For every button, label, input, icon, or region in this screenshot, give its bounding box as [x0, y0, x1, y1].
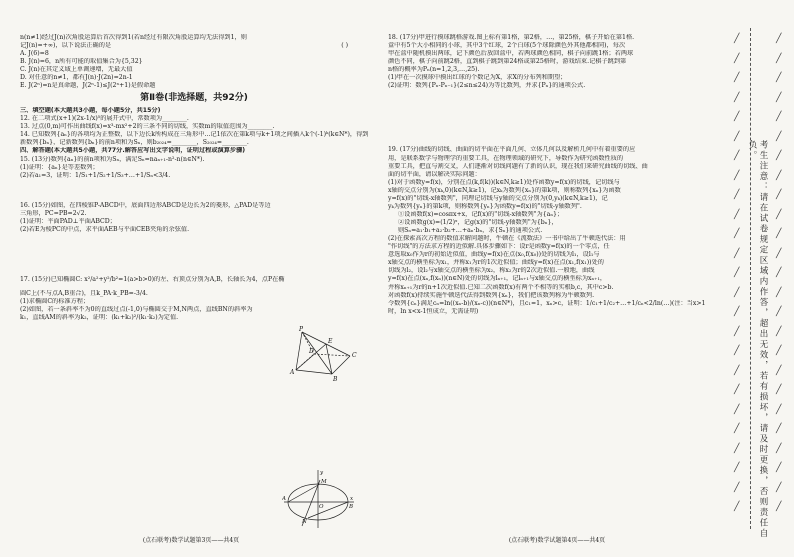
binding-margin [732, 0, 794, 557]
ellipse-figure [282, 468, 356, 530]
line-bn [308, 502, 348, 518]
q19-part-2-3: 意选取x₀作为r的初始近似值，曲线y=f(x)在点(x₀,f(x₀))处的切线为l₁，设l₁与 [388, 251, 600, 259]
q11-line-2 [20, 42, 368, 50]
pyramid-label-p: P [299, 326, 304, 333]
q19-part-2-7: 并称xₙ₊₁为r的n+1次近似值.已知二次函数f(x)有两个不相等的实根b,c，其中c>b. [388, 283, 614, 291]
q14-line-1: 14. 已知数列{aₙ}的各项均为正整数，以下边长k所构成在三角形中...记1依次在第k项与k+1项之间插入k个(-1)ᵏ(k∈N*)，得到 [20, 131, 368, 139]
pyramid-label-c: C [352, 352, 357, 359]
pyramid-label-b: B [333, 376, 338, 383]
section-3-header: 三、填空题(本大题共3小题，每小题5分，共15分) [20, 107, 161, 115]
q19-part-1-3: y=f(x)的"切线-x轴数列"，同理记切线与y轴的交点分别为(0,yₖ)(k∈N,k≥1)，记 [388, 194, 608, 202]
ellipse-label-b: B [349, 504, 354, 510]
ellipse-label-a: A [282, 496, 286, 502]
q11-option-a: A. J(6)=8 [20, 50, 49, 58]
q19-part-1-6: ②设函数g(x)=(1/2)ˣ，记g(x)的"切线-y轴数列"为{bₙ}， [398, 219, 558, 226]
part-2-title: 第Ⅱ卷(非选择题，共92分) [140, 93, 248, 104]
section-4-header: 四、解答题(本大题共5小题，共77分.解答应写出文字说明，证明过程或演算步骤) [20, 147, 246, 155]
pyramid-label-a: A [290, 369, 295, 376]
pyramid-edge-bc [332, 356, 350, 374]
q18-stem-1: 18. (17分)甲进行摸球跳格游戏.图上标有第1格，第2格，…，第25格，棋子开始在第1格. [388, 34, 635, 41]
q19-part-2-6: y=f(x)在点(xₙ,f(xₙ))(n∈N)处的切线为lₙ₊₁，记lₙ₊₁与x轴交点的横坐标为xₙ₊₁， [388, 275, 607, 283]
page-4-footer: (点石联考)数学试题第4页——共4页 [508, 537, 606, 545]
q18-stem-4: 颜色不同，棋子向前跳2格，直到棋子跳到第24格或第25格时，游戏结束.记棋子跳到第 [388, 58, 627, 66]
dashed-cut-line [750, 28, 751, 529]
q13: 13. 过点(0,m)可作出曲线f(x)=x³-mx²+2的三条不同的切线，实数m的取值范围为________. [20, 123, 275, 131]
q11-answer-paren: ( ) [341, 42, 348, 50]
pyramid-edge-dc [314, 354, 350, 356]
q18-stem-3: 甲在盒中随机摸出两球，记下颜色后放回盒中，若两球颜色相同，棋子向前跳1格；若两球 [388, 50, 634, 58]
ellipse-label-n: N [302, 519, 307, 525]
q19-part-2-2: "作切线"的方法求方程的近似解.具体步骤如下：设r是函数y=f(x)的一个零点，任 [388, 243, 610, 251]
q16-stem-1: 16. (15分)如图，在四棱锥P-ABCD中，底面四边形ABCD是边长为2的菱形，△PAD是等边 [20, 201, 271, 209]
q19-stem-3: 重要工具，把直与割交叉，人们逐渐对切线问题有了新的认识，现在我们来研究曲线的切线、曲 [388, 162, 648, 170]
q19-part-2-10: 时，ln x<x-1恒成立，无需证明) [388, 307, 479, 315]
q17-part-2a: (2)如图，若一条斜率不为0的直线过点(-1,0)与椭圆交于M,N两点，直线BN的斜率为 [20, 306, 253, 314]
pyramid-label-d: D [309, 348, 314, 355]
q12: 12. 在二项式(x+1)(2x-1/x)⁵的展开式中，常数项为________. [20, 115, 189, 123]
ellipse-label-o: O [319, 504, 324, 510]
q19-part-1-7: 则Sₙ=a₁·b₁+a₂·b₂+…+aₙ·bₙ，求{Sₙ}的通项公式. [398, 227, 543, 235]
q19-part-1-2: x轴的交点分别为(xₖ,0)(k∈N,k≥1)，记xₖ为数列{xₙ}的第k项，则称数列{xₙ}为函数 [388, 186, 621, 194]
q19-part-2-1: (2)在探索高次方程的数值求解问题时，牛顿在《流数法》一书中给出了牛顿迭代法：用 [388, 235, 626, 243]
q11-option-b: B. J(n)=6，n所有可能的取值集合为{5,32} [20, 58, 143, 66]
q19-part-1-5: ①设函数f(x)=cosπx+x，记f(x)的"切线-x轴数列"为{aₙ}； [398, 210, 564, 218]
q19-stem-2: 用，是联系数学与物理学的重要工具，在物理领域的研究下，导数作为研究函数性质的 [388, 154, 624, 162]
pyramid-edge-ab [296, 370, 332, 374]
q11-option-c: C. J(n)在其定义域上单调递增，无最大值 [20, 66, 133, 74]
ellipse-label-y: y [320, 470, 324, 476]
q11-option-e: E. J(2ⁿ)=n是真命题，J(2ⁿ-1)≤J(2ⁿ+1)是假命题 [20, 82, 156, 90]
hatch-column-right: ╱ ╱ ╱ ╱ ╱ ╱ ╱ ╱ ╱ ╱ ╱ ╱ ╱ ╱ ╱ ╱ ╱ ╱ ╱ ╱ ╱ ╱ ╱ ╱ ╱ [776, 34, 782, 512]
q16-part-2: (2)若E为棱PC的中点，求平面AEB与平面CEB夹角的余弦值. [20, 225, 190, 233]
q19-stem-1: 19. (17分)曲线的切线、曲面的切平面在平面几何、立体几何以及解析几何中有着重要的应 [388, 146, 636, 154]
q11-line-1: n(n≠1)经过J(n)次角股运算后首次得到1(若n经过有限次角股运算均无法得到1，则 [20, 34, 247, 41]
q17-part-1: (1)求椭圆C的标准方程； [20, 298, 90, 306]
pyramid-label-e: E [328, 338, 333, 345]
q15-part-2: (2)若a₁=3，证明：1/S₁+1/S₂+1/S₃+…+1/Sₙ<3/4. [20, 171, 171, 179]
binding-notice: 考生注意：请在试卷规定区域内作答，超出无效，若有损坏，请及时更换，否则责任自负。 [746, 140, 768, 539]
ellipse-label-m: M [321, 479, 327, 485]
page-3-footer: (点石联考)数学试题第3页——共4页 [142, 537, 240, 545]
q11-option-d: D. 对任意的n≠1，都有J(n)·J(2n)=2n-1 [20, 74, 133, 82]
q14-line-2: 新数列{bₙ}，记新数列{bₙ}的前n项和为Sₙ，则b₂₀₂₄=________，S₂₀₂₄=________. [20, 139, 249, 147]
q19-part-1-1: (1)对于函数y=f(x)，分别在点(k,f(k))(k∈N,k≥1)处作函数y=f(x)的切线，记切线与 [388, 178, 620, 186]
q19-part-2-4: x轴交点的横坐标为x₁，并称x₁为r的1次近似值；曲线y=f(x)在点(x₁,f(x₁))处的 [388, 259, 604, 267]
q19-part-2-5: 切线为l₂，设l₂与x轴交点的横坐标为x₂，称x₂为r的2次近似值.一般地，曲线 [388, 267, 595, 275]
q19-part-2-9: 令数列{cₙ}满足cₙ=ln((xₙ-b)/(xₙ-c))(n∈N*)，且c₁=1，xₙ>c，证明：1/c₁+1/c₂+…+1/cₙ<2/ln(…)(注：当x>1 [388, 299, 706, 307]
q15-stem: 15. (13分)数列{aₙ}的前n项和为Sₙ，满足Sₙ=naₙ₊₁-n²-n(n∈N*). [20, 155, 205, 163]
q11-line-2-text: 记J(n)=+∞)，以下说法正确的是 [20, 42, 112, 50]
q18-stem-5: n格的概率为Pₙ(n=1,2,3,…,25). [388, 66, 480, 74]
q17-stem-2: 圆C上(不与点A,B重合)，且k_PA·k_PB=-3/4. [20, 290, 148, 297]
ellipse-label-x: x [350, 496, 354, 502]
page-4-column [382, 0, 732, 557]
q16-stem-2: 三角形，PC=PB=2√2. [20, 209, 87, 217]
pyramid-edge-pa [296, 332, 302, 370]
q18-stem-2: 盒中有5个大小相同的小球，其中3个红球，2个白球(5个球除颜色外其他都相同)，每次 [388, 42, 626, 50]
hatch-column-left: ╱ ╱ ╱ ╱ ╱ ╱ ╱ ╱ ╱ ╱ ╱ ╱ ╱ ╱ ╱ ╱ ╱ ╱ ╱ ╱ ╱ ╱ ╱ ╱ ╱ [734, 34, 740, 512]
q19-part-2-8: 对函数f(x)持续实施牛顿迭代法得到数列{xₙ}，我们把该数列称为牛顿数列. [388, 291, 595, 299]
q18-part-2: (2)证明：数列{Pₙ-Pₙ₋₁}(2≤n≤24)为等比数列，并求{Pₙ}的通项公式. [388, 82, 586, 90]
q15-part-1: (1)证明：{aₙ}是等差数列； [20, 163, 99, 171]
q19-part-1-4: yₖ为数列{yₙ}的第k项，则称数列{yₙ}为函数y=f(x)的"切线-y轴数列". [388, 202, 582, 210]
q17-stem-1: 17. (15分)已知椭圆C: x²/a²+y²/b²=1(a>b>0)的左、右顶点分别为A,B，长轴长为4，点P在椭 [20, 275, 285, 283]
pyramid-figure [288, 326, 368, 384]
q17-part-2b: k₁，直线AM的斜率为k₂，证明：(k₁+k₂)²/(k₁·k₂)为定值. [20, 314, 179, 322]
q16-part-1: (1)证明：平面PAD⊥平面ABCD； [20, 217, 116, 225]
q18-part-1: (1)甲在一次摸球中摸出红球的个数记为X，求X的分布列和期望； [388, 74, 567, 82]
q19-stem-4: 面的切平面，请以解决实际问题： [388, 170, 481, 178]
